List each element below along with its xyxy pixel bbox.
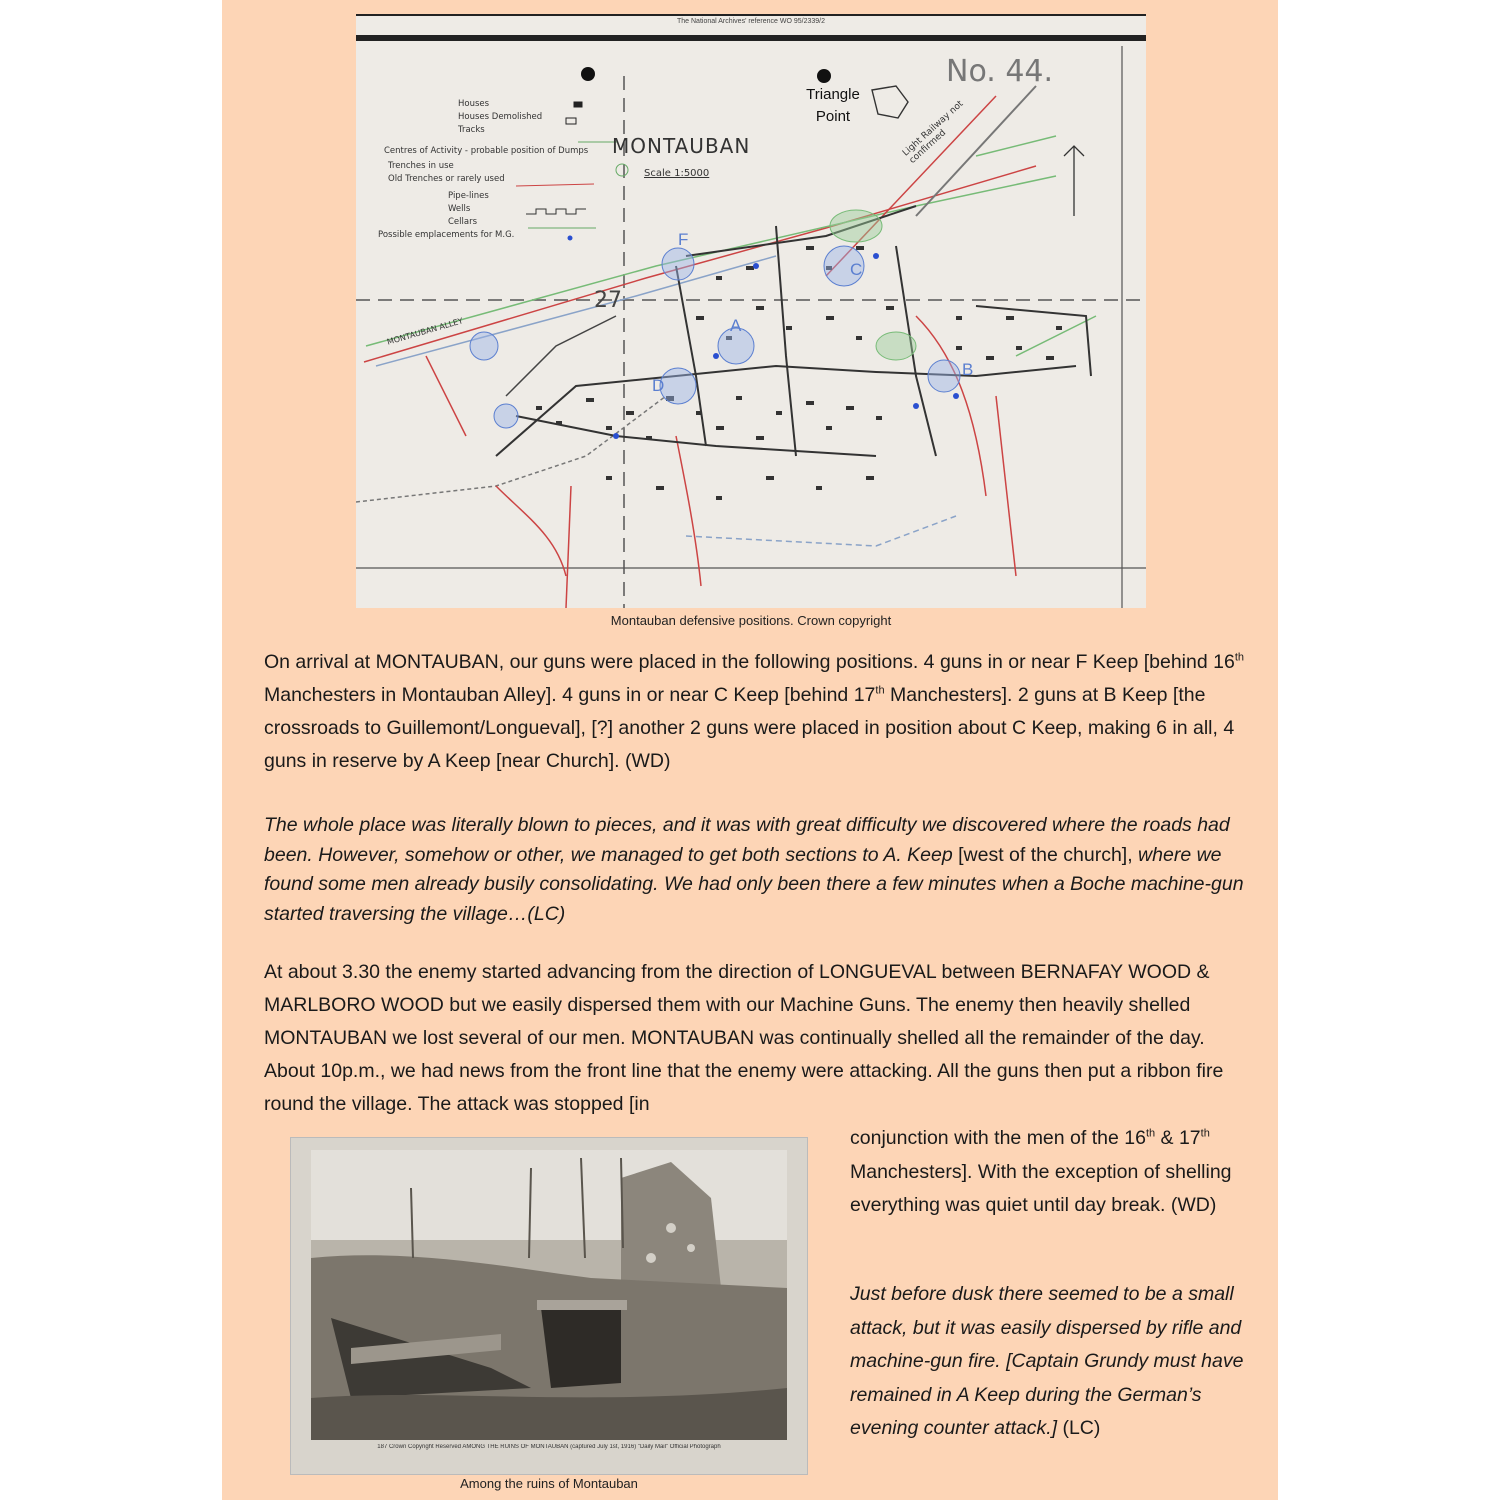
p4-sup-2: th bbox=[1200, 1127, 1210, 1140]
p5-italic: Just before dusk there seemed to be a small attack, but it was easily dispersed by rifle and machine-gun fire. [Captain Grundy must have remained in A Keep during the German’s evening counter attack.] bbox=[850, 1283, 1244, 1439]
legend-houses-demolished: Houses Demolished bbox=[458, 112, 543, 122]
map-scale: Scale 1:5000 bbox=[644, 168, 710, 179]
grid-square-label: 27 bbox=[594, 288, 622, 313]
legend-pipe-lines: Pipe-lines bbox=[448, 191, 489, 201]
ruins-photo-drawing bbox=[291, 1138, 807, 1474]
p5-source: (LC) bbox=[1057, 1417, 1101, 1439]
legend-tracks: Tracks bbox=[458, 125, 485, 135]
montauban-alley-label: MONTAUBAN ALLEY bbox=[386, 316, 465, 347]
p4-sup-1: th bbox=[1145, 1127, 1156, 1140]
railway-label: Light Railway not confirmed bbox=[901, 99, 966, 166]
legend-cellars: Cellars bbox=[448, 217, 478, 227]
map-caption: Montauban defensive positions. Crown copyright bbox=[610, 613, 892, 628]
legend-wells: Wells bbox=[448, 204, 471, 214]
paragraph-attack-stopped bbox=[850, 1122, 1250, 1223]
p1-part-2: Manchesters in Montauban Alley]. 4 guns in or near C Keep [behind 17 bbox=[264, 684, 876, 706]
paragraph-blown-to-pieces bbox=[264, 811, 1254, 929]
paragraph-enemy-advance: At about 3.30 the enemy started advancing from the direction of LONGUEVAL between BERNAFAY WOOD & MARLBORO WOOD but we easily dispersed them with our Machine Guns. The enemy then heavily shelled MONTAUBAN we lost several of our men. MONTAUBAN was continually shelled all the remainder of the day. About 10p.m., we had news from the front line that the enemy were attacking. All the guns then put a ribbon fire round the village. The attack was stopped [in bbox=[264, 961, 1224, 1115]
triangle-point-label: Triangle Point bbox=[806, 86, 860, 125]
keep-c-label: C bbox=[850, 260, 863, 279]
archive-reference: The National Archives' reference WO 95/2339/2 bbox=[676, 18, 826, 25]
keep-b-label: B bbox=[962, 360, 974, 379]
paragraph-dusk-attack bbox=[850, 1278, 1250, 1446]
montauban-ruins-photo bbox=[291, 1138, 807, 1474]
map-title: MONTAUBAN bbox=[612, 134, 751, 158]
p1-sup-1: th bbox=[1234, 651, 1244, 664]
p1-part-1: On arrival at MONTAUBAN, our guns were placed in the following positions. 4 guns in or near F Keep [behind 16 bbox=[264, 651, 1235, 673]
legend-mg-emplacements: Possible emplacements for M.G. bbox=[378, 230, 515, 240]
photo-caption-strip: 187 Crown Copyright Reserved AMONG THE RUINS OF MONTAUBAN (captured July 1st, 1916) "Daily Mail" Official Photograph bbox=[377, 1444, 721, 1450]
keep-f-label: F bbox=[678, 230, 689, 249]
keep-a-label: A bbox=[730, 316, 742, 335]
p4-part-1: conjunction with the men of the 16 bbox=[850, 1127, 1146, 1149]
montauban-trench-map bbox=[356, 14, 1146, 608]
p2-bracket-note: [west of the church], bbox=[958, 843, 1133, 866]
map-number: No. 44. bbox=[946, 54, 1054, 89]
keep-d-label: D bbox=[652, 376, 665, 395]
paragraph-gun-positions bbox=[264, 646, 1254, 778]
map-legend bbox=[378, 98, 618, 242]
p1-part-3: Manchesters]. 2 guns at B Keep [the crossroads to Guillemont/Longueval], [?] another 2 guns were placed in position about C Keep, making 6 in all, 4 guns in reserve by A Keep [near Church]. (WD) bbox=[264, 684, 1235, 772]
p1-sup-2: th bbox=[875, 684, 885, 697]
p4-part-3: Manchesters]. With the exception of shelling everything was quiet until day break. (WD) bbox=[850, 1160, 1232, 1216]
photo-caption: Among the ruins of Montauban bbox=[460, 1476, 638, 1491]
p2-part-1: The whole place was literally blown to pieces, and it was with great difficulty we discovered where the roads had been. However, somehow or other, we managed to get both sections to A. Keep bbox=[264, 814, 1230, 866]
p4-part-2: & 17 bbox=[1155, 1127, 1201, 1149]
legend-centres-of-activity: Centres of Activity - probable position of Dumps bbox=[384, 146, 589, 156]
p2-part-2: where we found some men already busily consolidating. We had only been there a few minutes when a Boche machine-gun started traversing the village…(LC) bbox=[264, 843, 1244, 925]
legend-houses: Houses bbox=[458, 99, 490, 109]
document-page bbox=[222, 0, 1278, 1500]
legend-trenches-in-use: Trenches in use bbox=[388, 161, 454, 171]
legend-old-trenches: Old Trenches or rarely used bbox=[388, 174, 505, 184]
